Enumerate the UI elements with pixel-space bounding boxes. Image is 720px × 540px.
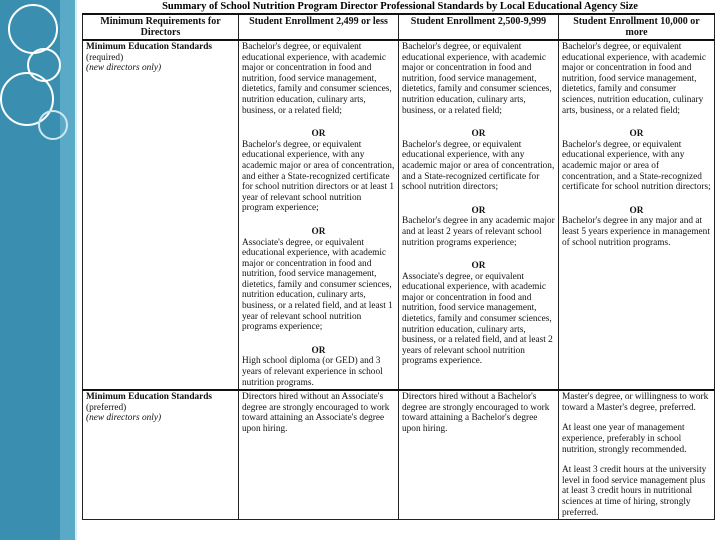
or-separator: OR <box>471 261 486 272</box>
row-label-title: Minimum Education Standards <box>86 392 213 403</box>
side-rule <box>75 0 77 540</box>
table-row-required <box>83 40 715 390</box>
or-separator: OR <box>629 129 644 140</box>
decorative-side-panel <box>0 0 77 540</box>
row-label-new-directors: (new directors only) <box>86 413 162 424</box>
row-label-preferred-tag: (preferred) <box>86 402 127 413</box>
or-separator: OR <box>629 205 644 216</box>
table-title: Summary of School Nutrition Program Director Professional Standards by Local Educational Agency Size <box>162 1 638 12</box>
preference-text: Master's degree, or willingness to work toward a Master's degree, preferred. <box>562 392 709 413</box>
row-label-new-directors: (new directors only) <box>86 63 162 74</box>
table-row-preferred <box>83 390 715 519</box>
or-separator: OR <box>311 226 326 237</box>
row-label-preferred <box>83 390 239 519</box>
cell-small-required <box>239 40 399 390</box>
row-label-title: Minimum Education Standards <box>86 42 213 52</box>
requirement-text: Associate's degree, or equivalent educational experience, with academic major or concentration in food and nutrition, food service management, dietetics, family and consumer sciences, nutrition education, culinary arts, business, or a related field, and at least 1 year of relevant school nutrition programs experience; <box>242 237 393 333</box>
or-separator: OR <box>471 205 486 216</box>
cell-small-preferred <box>239 390 399 519</box>
row-label-required <box>83 40 239 390</box>
cell-medium-required <box>399 40 559 390</box>
requirement-text: Bachelor's degree in any major and at least 5 years experience in management of school nutrition programs. <box>562 216 710 248</box>
cell-large-required <box>559 40 715 390</box>
document-page <box>80 0 720 540</box>
requirement-text: Bachelor's degree in any academic major and at least 2 years of relevant school nutrition programs experience; <box>402 216 555 248</box>
header-medium-enrollment: Student Enrollment 2,500-9,999 <box>399 14 559 40</box>
header-row <box>83 14 715 40</box>
requirement-text: High school diploma (or GED) and 3 years of relevant experience in school nutrition programs. <box>242 356 383 388</box>
row-label-required-tag: (required) <box>86 52 124 63</box>
or-separator: OR <box>471 129 486 140</box>
header-large-enrollment: Student Enrollment 10,000 or more <box>559 14 715 40</box>
header-small-enrollment: Student Enrollment 2,499 or less <box>239 14 399 40</box>
requirement-text: Bachelor's degree, or equivalent educational experience, with academic major or concentration in food and nutrition, food service management, dietetics, family and consumer sciences, nutrition education, culinary arts, business, or a related field; <box>242 42 392 116</box>
header-requirements: Minimum Requirements for Directors <box>83 14 239 40</box>
decorative-ring <box>8 4 58 54</box>
or-separator: OR <box>311 345 326 356</box>
requirement-text: Bachelor's degree, or equivalent educational experience, with academic major or concentration in food and nutrition, food service management, dietetics, family and consumer sciences, nutrition education, culinary arts, business, or a related field; <box>402 42 552 116</box>
preference-text: Directors hired without an Associate's degree are strongly encouraged to work toward attaining an Associate's degree upon hiring. <box>242 392 390 434</box>
preference-text: At least 3 credit hours at the university level in food service management plus at least 3 credit hours in nutritional sciences at time of hiring, strongly preferred. <box>562 465 707 518</box>
requirement-text: Bachelor's degree, or equivalent educational experience, with academic major or concentration in food and nutrition, food service management, dietetics, family and consumer sciences, nutrition education, culinary arts, business, or a related field; <box>562 42 707 116</box>
requirement-text: Bachelor's degree, or equivalent educational experience, with any academic major or area of concentration, and a State-recognized certificate for school nutrition directors; <box>562 139 711 193</box>
or-separator: OR <box>311 129 326 140</box>
requirement-text: Bachelor's degree, or equivalent educational experience, with any academic major or area of concentration, and a State-recognized certificate for school nutrition directors; <box>402 139 555 193</box>
cell-medium-preferred <box>399 390 559 519</box>
preference-text: Directors hired without a Bachelor's degree are strongly encouraged to work toward attaining a Bachelor's degree upon hiring. <box>402 392 550 434</box>
standards-table <box>82 13 715 520</box>
requirement-text: Associate's degree, or equivalent educational experience, with academic major or concentration in food and nutrition, food service management, dietetics, family and consumer sciences, nutrition education, culinary arts, business, or a related field, and at least 2 years of relevant school nutrition programs experience. <box>402 271 553 367</box>
requirement-text: Bachelor's degree, or equivalent educational experience, with any academic major or area of concentration, and either a State-recognized certificate for school nutrition directors or at least 1 year of relevant school nutrition program experience; <box>242 139 395 214</box>
preference-text: At least one year of management experience, preferably in school nutrition, strongly recommended. <box>562 423 687 455</box>
cell-large-preferred <box>559 390 715 519</box>
decorative-ring <box>38 110 68 140</box>
